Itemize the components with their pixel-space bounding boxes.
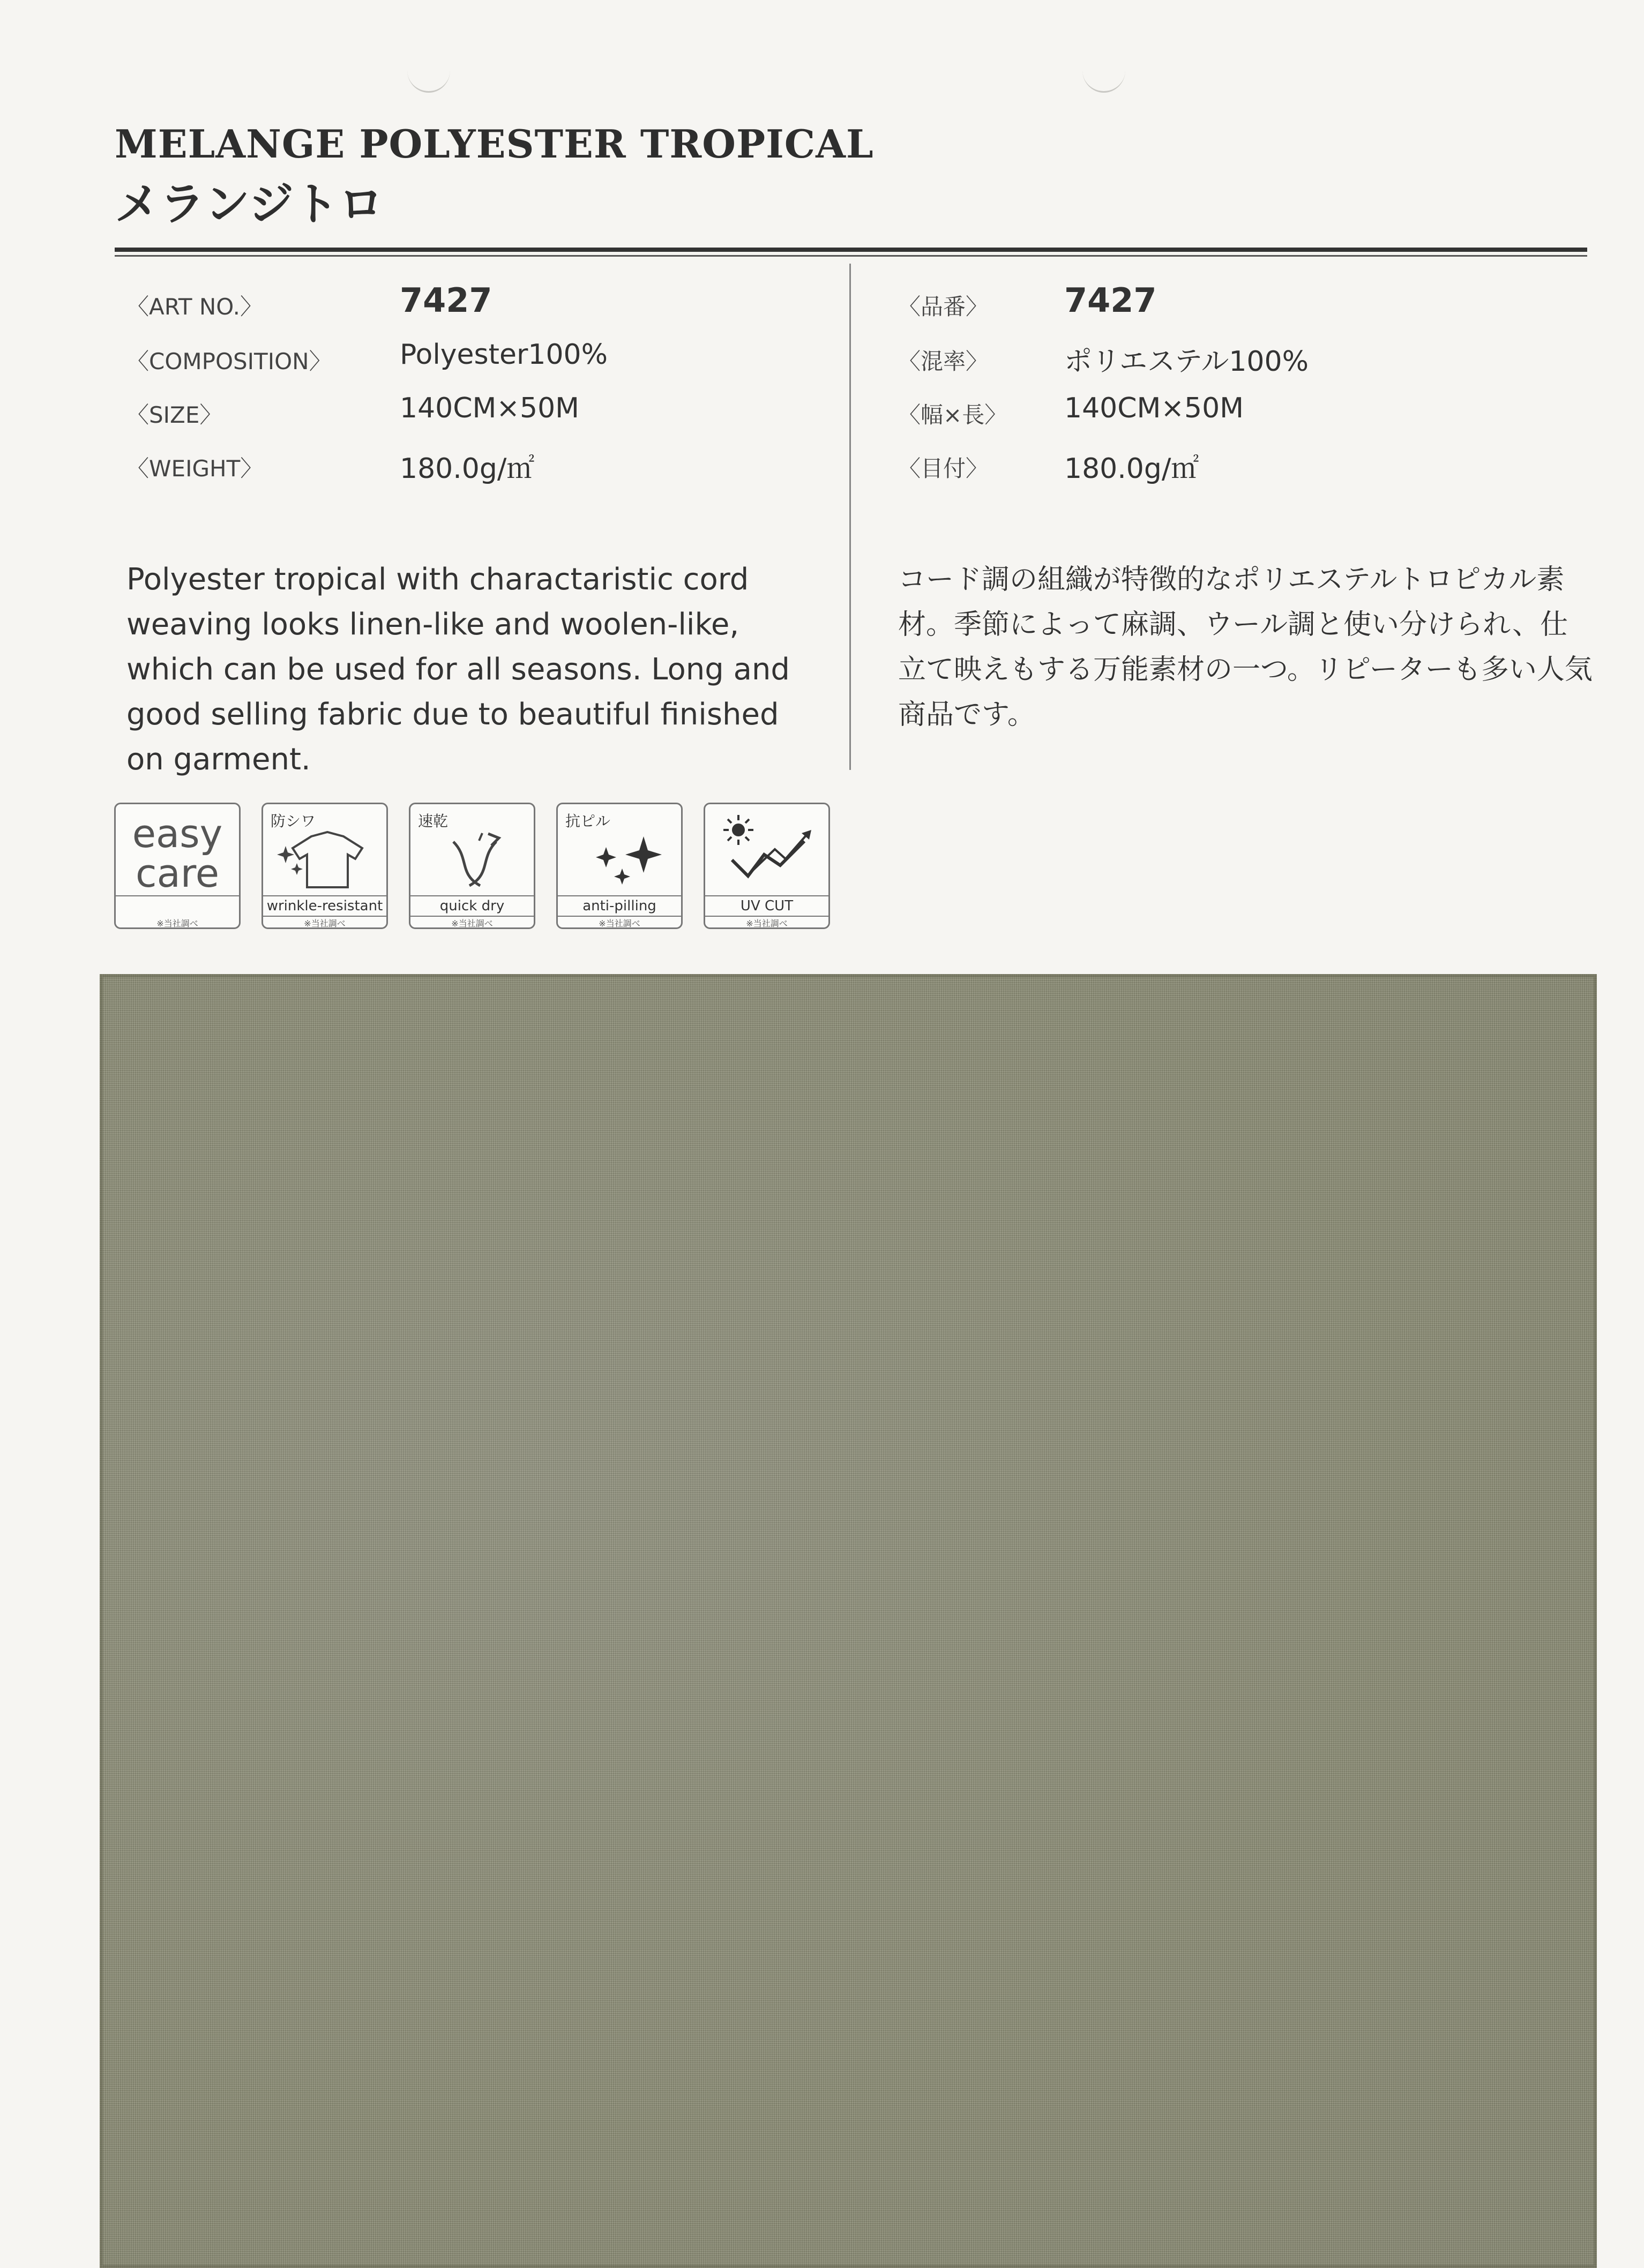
badge-en-label: wrinkle-resistant [263,895,386,917]
spec-label: 〈WEIGHT〉 [126,455,263,482]
badge-note: ※当社調べ [599,918,640,929]
badge-en-label: UV CUT [705,895,828,917]
badge-easy-line2: care [135,851,220,896]
badge-easy-care [114,803,241,929]
badge-wrinkle-resistant [261,803,388,929]
spec-value: 140CM×50M [1064,392,1244,424]
badge-en-label: anti-pilling [558,895,681,917]
spec-label: 〈幅×長〉 [898,402,1007,428]
spec-label: 〈目付〉 [898,455,989,482]
quick-dry-arrows-icon [421,826,526,890]
shirt-sparkle-icon [274,826,379,890]
spec-value: Polyester100% [400,339,608,371]
punch-hole-right [1082,48,1125,93]
spec-value: 180.0g/㎡ [400,453,535,485]
spec-label: 〈混率〉 [898,348,989,375]
badge-easy-line1: easy [132,811,223,856]
badge-quick-dry [409,803,535,929]
column-divider [849,264,851,770]
badge-note: ※当社調べ [304,918,346,929]
punch-hole-left [407,48,450,93]
description-english: Polyester tropical with charactaristic cord weaving looks linen-like and woolen-like, which can be used for all seasons. Long and good selling fabric due to beautiful finished on garment. [126,562,790,777]
spec-value: 7427 [400,281,492,320]
badge-note: ※当社調べ [156,918,198,929]
easy-care-icon [116,811,239,896]
spec-label: 〈COMPOSITION〉 [126,348,332,375]
spec-value: ポリエステル100% [1064,346,1309,378]
badge-jp-label: 防シワ [271,812,316,830]
spec-value: 7427 [1064,281,1157,320]
badge-note: ※当社調べ [746,918,788,929]
title-japanese: メランジトロ [115,178,384,230]
badge-jp-label: 速乾 [418,812,449,830]
badge-band [116,895,239,916]
spec-value: 180.0g/㎡ [1064,453,1199,485]
spec-label: 〈品番〉 [898,294,989,320]
description-japanese: コード調の組織が特徴的なポリエステルトロピカル素材。季節によって麻調、ウール調と使い分けられ、仕立て映えもする万能素材の一つ。リピーターも多い人気商品です。 [898,564,1593,731]
spec-value: 140CM×50M [400,392,580,424]
spec-label: 〈SIZE〉 [126,402,222,428]
sparkles-icon [569,826,674,890]
fabric-swatch [100,974,1597,2268]
badge-jp-label: 抗ピル [565,812,611,830]
badge-anti-pilling [556,803,683,929]
spec-label: 〈ART NO.〉 [126,294,263,320]
header-rule-thin [115,255,1587,257]
sun-uv-icon [716,812,821,887]
header-rule [115,248,1587,252]
badge-note: ※当社調べ [451,918,493,929]
title-english: MELANGE POLYESTER TROPICAL [115,121,874,167]
badge-uv-cut [704,803,830,929]
badge-en-label: quick dry [410,895,534,917]
